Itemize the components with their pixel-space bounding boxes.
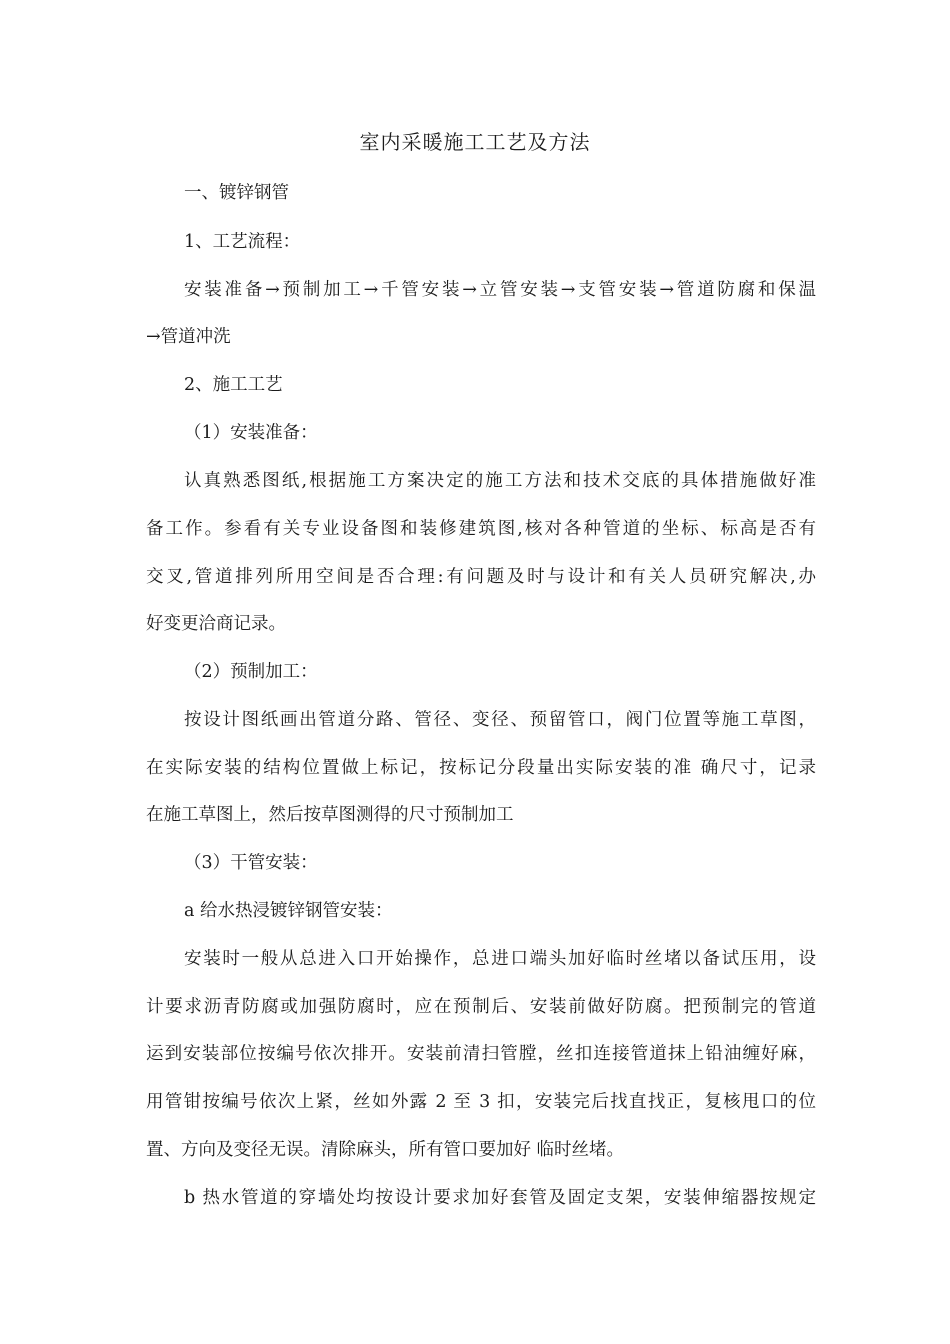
paragraph-line: 计要求沥青防腐或加强防腐时，应在预制后、安装前做好防腐。把预制完的管道 <box>146 997 816 1017</box>
paragraph-line: 认真熟悉图纸,根据施工方案决定的施工方法和技术交底的具体措施做好准 <box>184 471 816 491</box>
section-heading-galvanized-pipe: 一、镀锌钢管 <box>184 183 289 203</box>
paragraph-line: b 热水管道的穿墙处均按设计要求加好套管及固定支架，安装伸缩器按规定 <box>184 1188 816 1208</box>
paragraph-line: 用管钳按编号依次上紧，丝如外露 2 至 3 扣，安装完后找直找正，复核甩口的位 <box>146 1092 816 1112</box>
paragraph-line: 运到安装部位按编号依次排开。安装前清扫管膛，丝扣连接管道抹上铅油缠好麻， <box>146 1044 816 1064</box>
paragraph-line: 好变更洽商记录。 <box>146 614 286 634</box>
document-title: 室内采暖施工工艺及方法 <box>359 130 591 154</box>
paragraph-line: 安装准备→预制加工→千管安装→立管安装→支管安装→管道防腐和保温 <box>184 280 816 300</box>
paragraph-line: 在实际安装的结构位置做上标记，按标记分段量出实际安装的准 确尺寸，记录 <box>146 758 816 778</box>
paragraph-line: 置、方向及变径无误。清除麻头，所有管口要加好 临时丝堵。 <box>146 1140 625 1160</box>
subheading-process-flow: 1、工艺流程： <box>184 232 301 252</box>
paragraph-line: 备工作。参看有关专业设备图和装修建筑图,核对各种管道的坐标、标高是否有 <box>146 519 816 539</box>
paragraph-line: →管道冲洗 <box>146 327 231 347</box>
paragraph-line: 在施工草图上，然后按草图测得的尺寸预制加工 <box>146 805 514 825</box>
paragraph-line: 安装时一般从总进入口开始操作，总进口端头加好临时丝堵以备试压用，设 <box>184 949 816 969</box>
paragraph-line: 按设计图纸画出管道分路、管径、变径、预留管口，阀门位置等施工草图， <box>184 710 816 730</box>
subheading-hot-dip-galvanized: a 给水热浸镀锌钢管安装： <box>184 901 393 921</box>
subheading-main-pipe-installation: （3）干管安装： <box>184 853 318 873</box>
subheading-construction-process: 2、施工工艺 <box>184 375 283 395</box>
paragraph-line: 交叉,管道排列所用空间是否合理:有问题及时与设计和有关人员研究解决,办 <box>146 567 816 587</box>
subheading-installation-prep: （1）安装准备： <box>184 423 318 443</box>
subheading-prefabrication: （2）预制加工： <box>184 662 318 682</box>
